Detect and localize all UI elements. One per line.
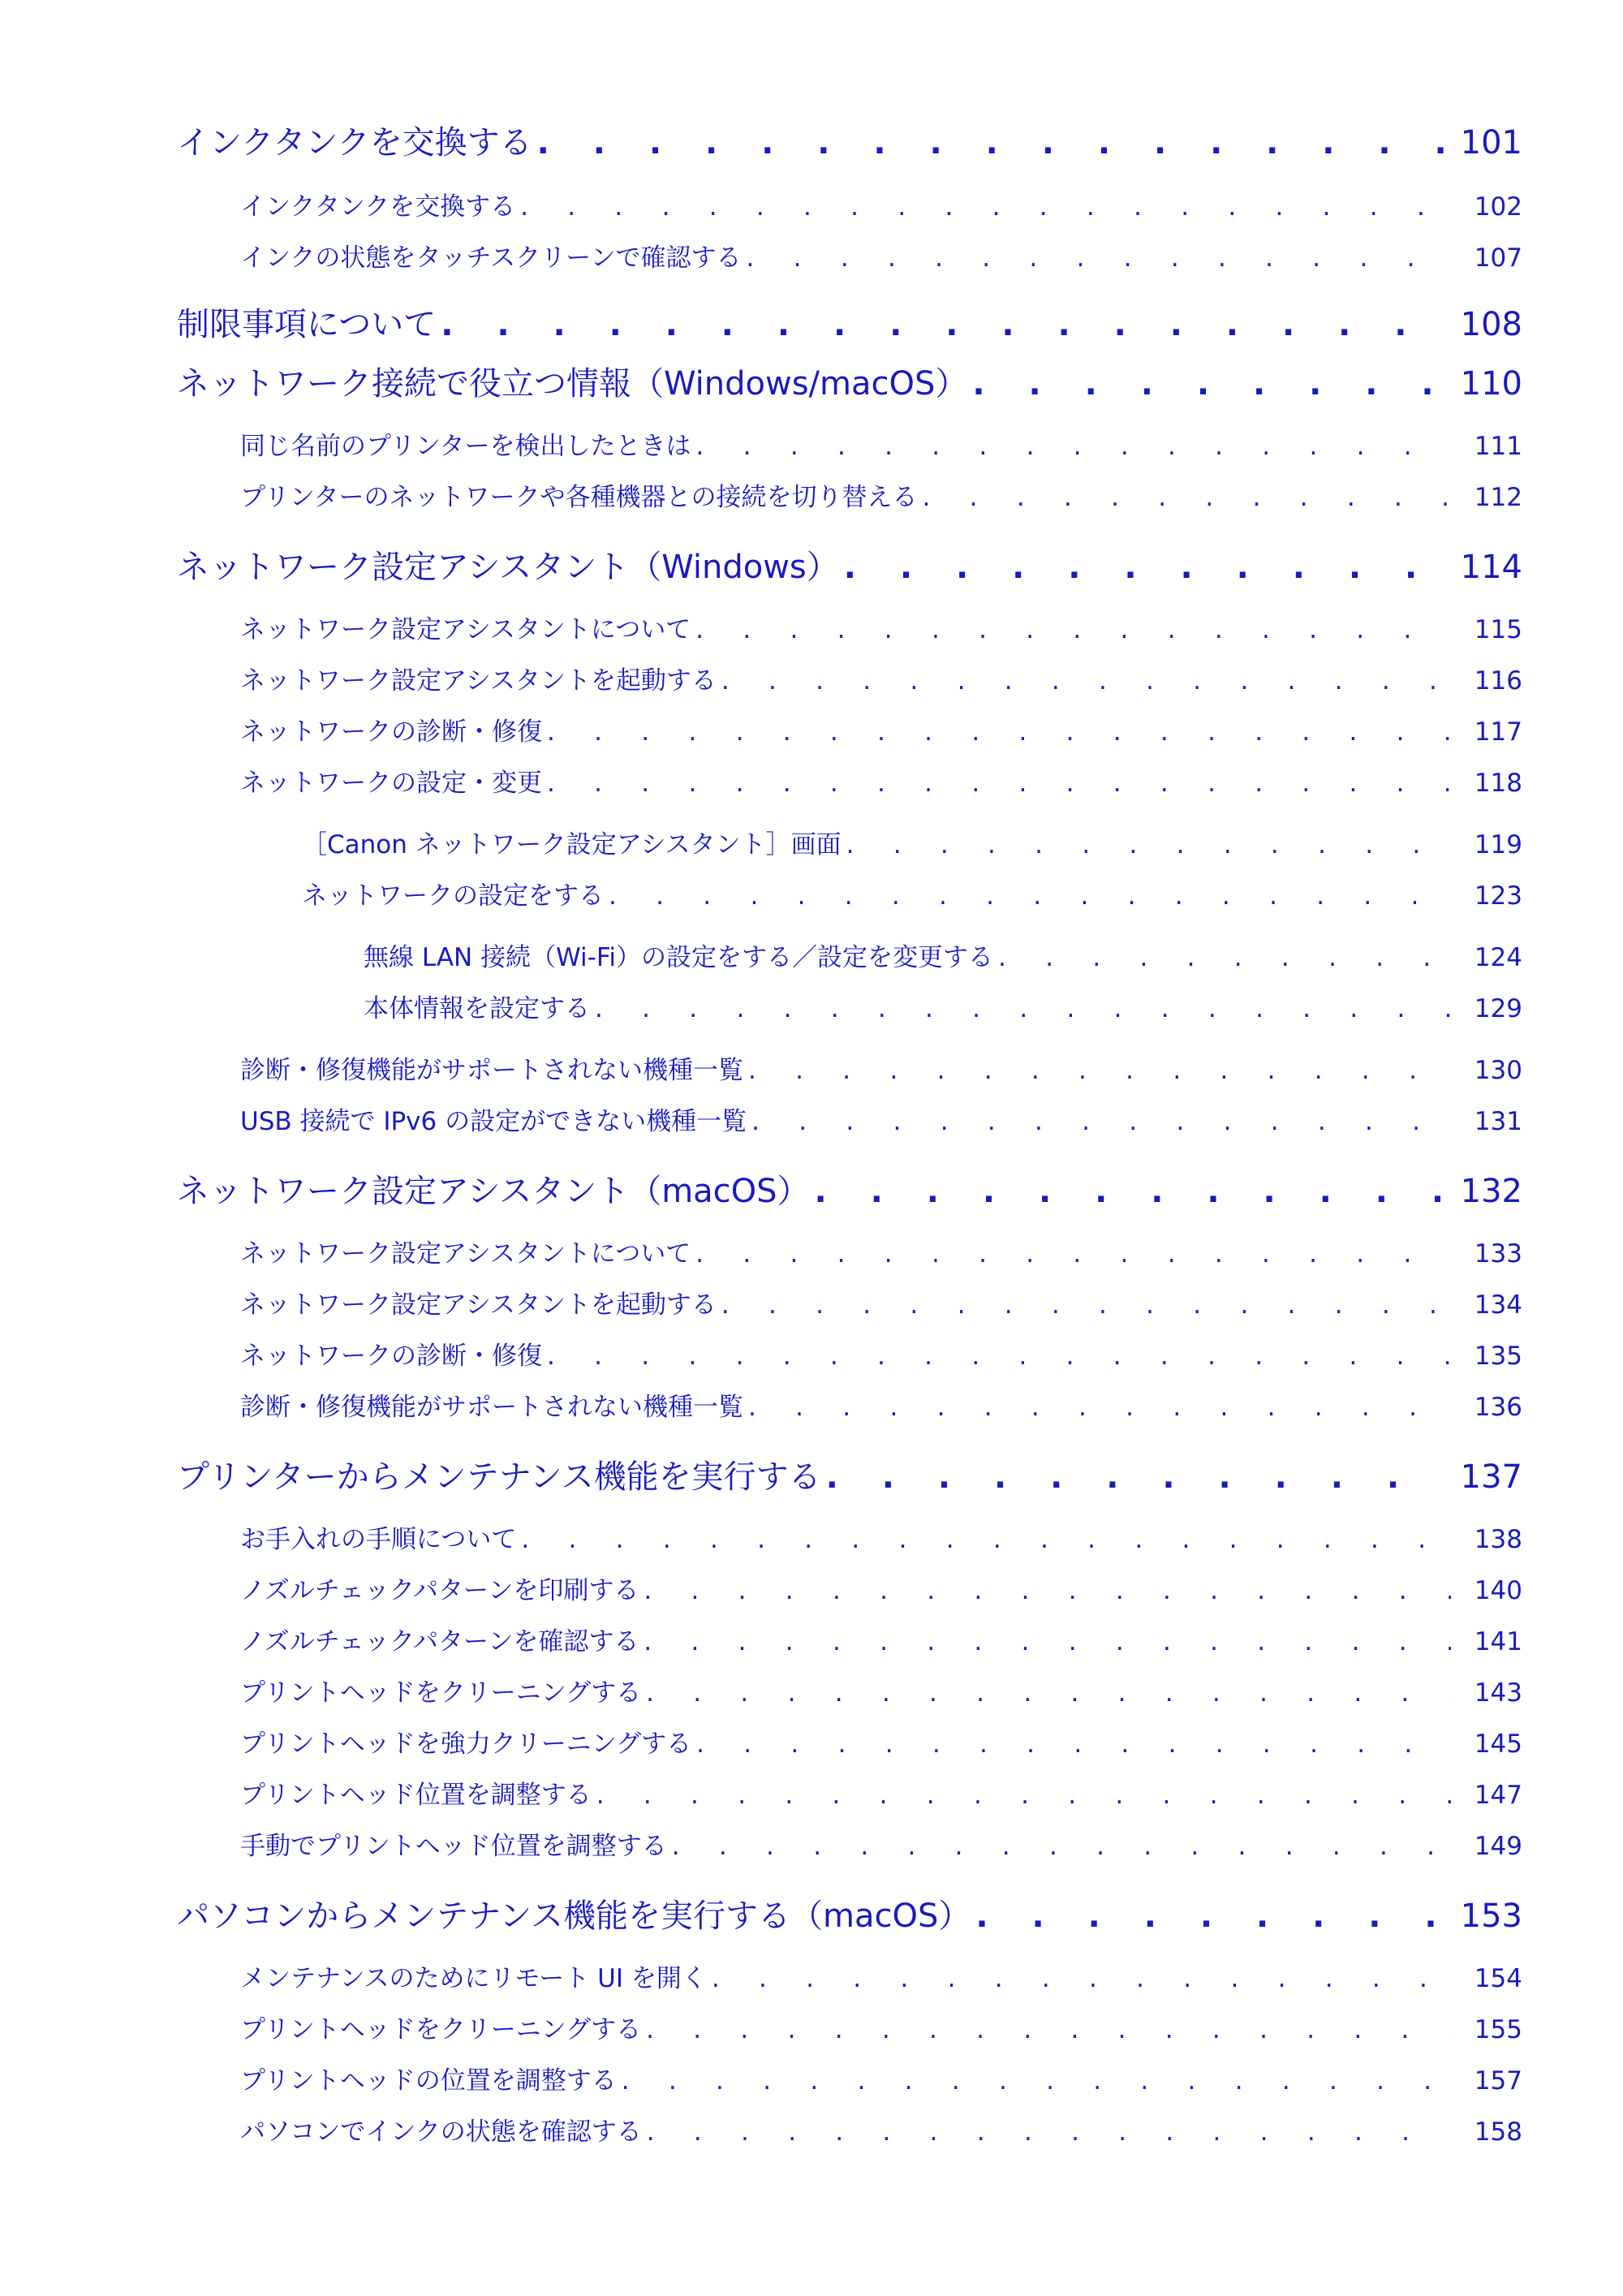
toc-section-link[interactable] <box>240 1624 1522 1660</box>
dot-leader <box>748 1053 1451 1088</box>
toc-entry-title: プリントヘッドをクリーニングする <box>240 2015 642 2044</box>
toc-page-number: 101 <box>1460 124 1522 162</box>
toc-section-link[interactable] <box>364 940 1522 976</box>
toc-section-link[interactable] <box>240 2012 1522 2048</box>
toc-page-number: 130 <box>1474 1056 1522 1085</box>
dot-leader <box>998 940 1451 976</box>
dot-leader <box>844 545 1446 590</box>
toc-chapter-link[interactable] <box>177 361 1522 407</box>
toc-page-number: 124 <box>1474 943 1522 972</box>
toc-entry-title: インクタンクを交換する <box>240 192 516 222</box>
toc-page-number: 116 <box>1474 666 1522 696</box>
toc-page-number: 110 <box>1460 365 1522 403</box>
toc-entry-title: プリンターのネットワークや各種機器との接続を切り替える <box>240 483 918 512</box>
dot-leader <box>547 714 1451 750</box>
toc-section-link[interactable] <box>302 827 1522 863</box>
toc-page-number: 154 <box>1474 1964 1522 1993</box>
toc-entry-title: お手入れの手順について <box>240 1525 517 1554</box>
toc-entry-title: ［Canon ネットワーク設定アシスタント］画面 <box>302 830 842 859</box>
toc-page-number: 147 <box>1474 1781 1522 1810</box>
toc-page-number: 118 <box>1474 769 1522 798</box>
toc-entry-title: プリントヘッドの位置を調整する <box>240 2066 617 2096</box>
dot-leader <box>975 1893 1445 1939</box>
dot-leader <box>547 765 1451 801</box>
toc-page-number: 112 <box>1474 483 1522 512</box>
toc-entry-title: メンテナンスのためにリモート UI を開く <box>240 1964 707 1993</box>
toc-page-number: 140 <box>1474 1576 1522 1605</box>
toc-page-number: 111 <box>1474 432 1522 461</box>
toc-entry-title: パソコンからメンテナンス機能を実行する（macOS） <box>177 1898 971 1935</box>
toc-section-link[interactable] <box>240 1777 1522 1813</box>
toc-entry-title: 制限事項について <box>177 306 437 343</box>
toc-entry-title: インクの状態をタッチスクリーンで確認する <box>240 243 742 273</box>
dot-leader <box>646 2012 1451 2048</box>
toc-chapter-link[interactable] <box>177 120 1522 166</box>
toc-section-link[interactable] <box>240 1726 1522 1762</box>
toc-section-link[interactable] <box>240 429 1522 464</box>
toc-entry-title: ネットワーク設定アシスタントを起動する <box>240 666 717 696</box>
dot-leader <box>815 1169 1446 1214</box>
dot-leader <box>672 1829 1451 1864</box>
dot-leader <box>547 1338 1451 1374</box>
toc-entry-title: 手動でプリントヘッド位置を調整する <box>240 1832 667 1861</box>
toc-section-link[interactable] <box>240 612 1522 648</box>
dot-leader <box>696 429 1451 464</box>
toc-page-number: 129 <box>1474 994 1522 1023</box>
toc-page-number: 123 <box>1474 881 1522 911</box>
dot-leader <box>695 1236 1451 1272</box>
toc-page-number: 145 <box>1474 1730 1522 1759</box>
dot-leader <box>721 663 1451 699</box>
toc-entry-title: ネットワーク設定アシスタントについて <box>240 615 691 644</box>
toc-entry-title: プリンターからメンテナンス機能を実行する <box>177 1458 821 1496</box>
toc-page-number: 132 <box>1460 1173 1522 1210</box>
toc-page-number: 131 <box>1474 1107 1522 1136</box>
dot-leader <box>596 1777 1451 1813</box>
toc-entry-title: プリントヘッド位置を調整する <box>240 1781 592 1810</box>
toc-entry-title: ネットワーク接続で役立つ情報（Windows/macOS） <box>177 365 968 403</box>
toc-entry-title: ネットワーク設定アシスタントについて <box>240 1239 691 1269</box>
toc-page-number: 133 <box>1474 1239 1522 1269</box>
toc-section-link[interactable] <box>240 663 1522 699</box>
dot-leader <box>537 120 1446 166</box>
toc-entry-title: パソコンでインクの状態を確認する <box>240 2117 642 2147</box>
toc-page-number: 141 <box>1474 1627 1522 1656</box>
toc-section-link[interactable] <box>240 1236 1522 1272</box>
toc-page-number: 149 <box>1474 1832 1522 1861</box>
toc-page-number: 107 <box>1474 243 1522 273</box>
toc-page-number: 108 <box>1460 306 1522 343</box>
toc-entry-title: ネットワーク設定アシスタント（Windows） <box>177 549 839 586</box>
toc-section-link[interactable] <box>240 1338 1522 1374</box>
toc-page-number: 136 <box>1474 1393 1522 1422</box>
toc-chapter-link[interactable] <box>177 302 1522 347</box>
dot-leader <box>747 240 1451 276</box>
toc-page-number: 119 <box>1474 830 1522 859</box>
toc-section-link[interactable] <box>240 1829 1522 1864</box>
toc-entry-title: ネットワーク設定アシスタントを起動する <box>240 1290 717 1320</box>
toc-entry-title: 診断・修復機能がサポートされない機種一覧 <box>240 1393 743 1422</box>
dot-leader <box>595 991 1451 1027</box>
dot-leader <box>647 2114 1451 2150</box>
toc-entry-title: ネットワークの診断・修復 <box>240 1342 542 1371</box>
toc-page-number: 138 <box>1474 1525 1522 1554</box>
toc-section-link[interactable] <box>240 1389 1522 1425</box>
toc-page-number: 137 <box>1460 1458 1522 1496</box>
toc-section-link[interactable] <box>240 2063 1522 2099</box>
toc-entry-title: ネットワークの診断・修復 <box>240 717 542 747</box>
dot-leader <box>923 480 1451 515</box>
toc-section-link[interactable] <box>240 714 1522 750</box>
dot-leader <box>646 1675 1451 1711</box>
dot-leader <box>521 1522 1451 1557</box>
dot-leader <box>609 878 1451 914</box>
toc-section-link[interactable] <box>240 1961 1522 1997</box>
toc-entry-title: 同じ名前のプリンターを検出したときは <box>240 432 691 461</box>
toc-entry-title: USB 接続で IPv6 の設定ができない機種一覧 <box>240 1107 747 1136</box>
toc-page-number: 158 <box>1474 2117 1522 2147</box>
toc-entry-title: インクタンクを交換する <box>177 124 532 162</box>
toc-chapter-link[interactable] <box>177 1893 1522 1939</box>
dot-leader <box>644 1573 1451 1609</box>
toc-section-link[interactable] <box>240 1104 1522 1139</box>
dot-leader <box>826 1454 1446 1500</box>
dot-leader <box>441 302 1445 347</box>
toc-page-number: 135 <box>1474 1342 1522 1371</box>
toc-page-number: 153 <box>1460 1898 1522 1935</box>
toc-page-number: 102 <box>1474 192 1522 222</box>
toc-page-number: 134 <box>1474 1290 1522 1320</box>
dot-leader <box>644 1624 1451 1660</box>
toc-chapter-link[interactable] <box>177 1454 1522 1500</box>
toc-page-number: 117 <box>1474 717 1522 747</box>
toc-entry-title: ノズルチェックパターンを印刷する <box>240 1576 639 1605</box>
toc-entry-title: ネットワークの設定をする <box>302 881 604 911</box>
toc-entry-title: プリントヘッドをクリーニングする <box>240 1678 642 1708</box>
dot-leader <box>712 1961 1451 1997</box>
toc-section-link[interactable] <box>240 765 1522 801</box>
toc-section-link[interactable] <box>302 878 1522 914</box>
toc-entry-title: 診断・修復機能がサポートされない機種一覧 <box>240 1056 743 1085</box>
toc-section-link[interactable] <box>240 189 1522 225</box>
toc-section-link[interactable] <box>240 1675 1522 1711</box>
toc-chapter-link[interactable] <box>177 1169 1522 1214</box>
dot-leader <box>748 1389 1451 1425</box>
toc-page-number: 115 <box>1474 615 1522 644</box>
toc-section-link[interactable] <box>240 1573 1522 1609</box>
toc-entry-title: ネットワーク設定アシスタント（macOS） <box>177 1173 810 1210</box>
dot-leader <box>520 189 1451 225</box>
toc-page-number: 114 <box>1460 549 1522 586</box>
toc-entry-title: ノズルチェックパターンを確認する <box>240 1627 639 1656</box>
dot-leader <box>972 361 1445 407</box>
toc-section-link[interactable] <box>240 480 1522 515</box>
toc-section-link[interactable] <box>240 2114 1522 2150</box>
toc-entry-title: プリントヘッドを強力クリーニングする <box>240 1730 692 1759</box>
toc-entry-title: 本体情報を設定する <box>364 994 590 1023</box>
toc-section-link[interactable] <box>240 1053 1522 1088</box>
dot-leader <box>695 612 1451 648</box>
dot-leader <box>721 1287 1451 1323</box>
toc-section-link[interactable] <box>240 1287 1522 1323</box>
toc-section-link[interactable] <box>240 1522 1522 1557</box>
toc-page-number: 155 <box>1474 2015 1522 2044</box>
toc-page-number: 143 <box>1474 1678 1522 1708</box>
toc-entry-title: 無線 LAN 接続（Wi-Fi）の設定をする／設定を変更する <box>364 943 994 972</box>
toc-section-link[interactable] <box>364 991 1522 1027</box>
toc-page-number: 157 <box>1474 2066 1522 2096</box>
dot-leader <box>696 1726 1451 1762</box>
dot-leader <box>846 827 1451 863</box>
toc-chapter-link[interactable] <box>177 545 1522 590</box>
dot-leader <box>622 2063 1451 2099</box>
toc-entry-title: ネットワークの設定・変更 <box>240 769 542 798</box>
dot-leader <box>751 1104 1451 1139</box>
toc-section-link[interactable] <box>240 240 1522 276</box>
